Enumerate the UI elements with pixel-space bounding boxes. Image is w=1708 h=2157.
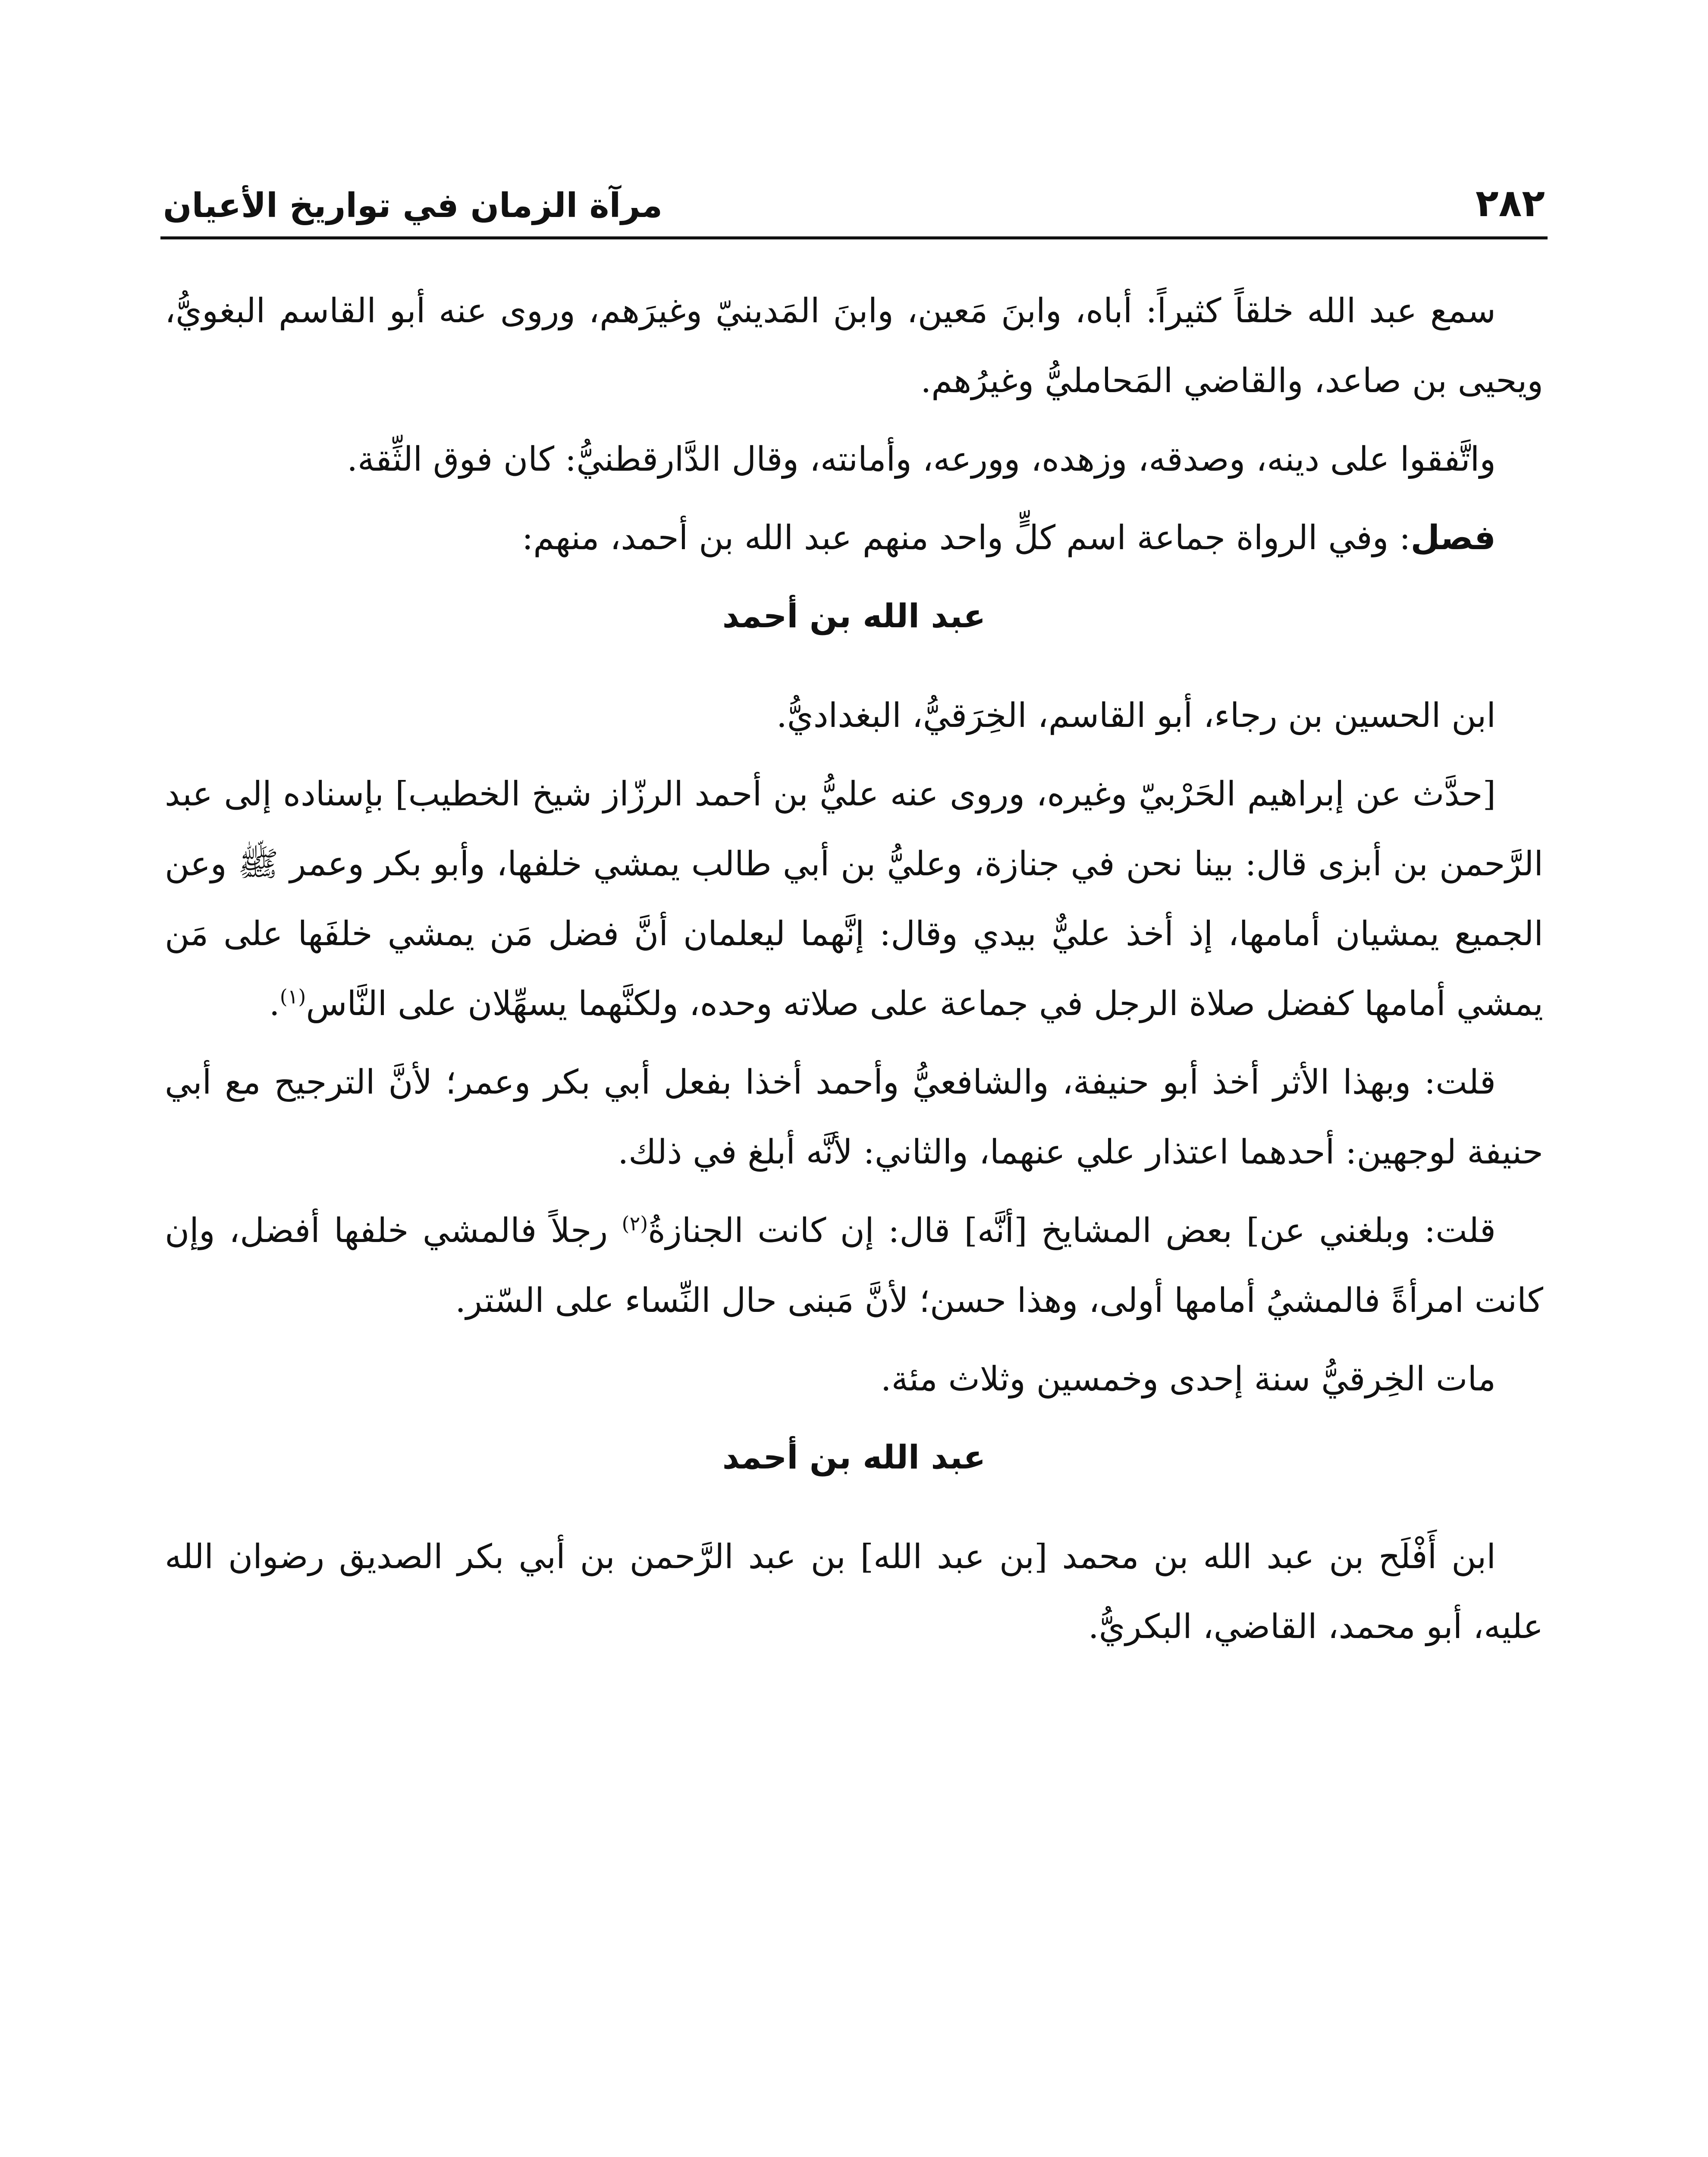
paragraph-7-start: قلت: وبلغني عن] بعض المشايخ [أنَّه] قال: إن كانت الجنازةُ — [648, 1211, 1496, 1250]
paragraph-7 — [165, 1196, 1543, 1336]
header-rule — [160, 236, 1548, 239]
entry-heading-2: عبد الله بن أحمد — [722, 1438, 986, 1476]
main-text — [165, 276, 1543, 1670]
footnote-ref-1: (١) — [279, 985, 306, 1008]
paragraph-2: واتَّفقوا على دينه، وصدقه، وزهده، وورعه، وأمانته، وقال الدَّارقطنيُّ: كان فوق الثِّقة. — [347, 440, 1496, 479]
footnote-ref-2: (٢) — [622, 1212, 648, 1235]
paragraph-5-end: . — [269, 984, 280, 1023]
paragraph-1: سمع عبد الله خلقاً كثيراً: أباه، وابنَ مَعين، وابنَ المَدينيّ وغيرَهم، وروى عنه أبو القاسم البغويُّ، ويحيى بن صاعد، والقاضي المَحامليُّ وغيرُهم. — [165, 292, 1543, 400]
paragraph-4: ابن الحسين بن رجاء، أبو القاسم، الخِرَقيُّ، البغداديُّ. — [776, 696, 1496, 735]
paragraph-5-text: [حدَّث عن إبراهيم الحَرْبيّ وغيره، وروى عنه عليُّ بن أحمد الرزّاز شيخ الخطيب] بإسناده إلى عبد الرَّحمن بن أبزى قال: بينا نحن في جنازة، وعليُّ بن أبي طالب يمشي خلفها، وأبو بكر وعمر ﷺ وعن الجميع يمشيان أمامها، إذ أخذ عليٌّ بيدي وقال: إنَّهما ليعلمان أنَّ فضل مَن يمشي خلفَها على مَن يمشي أمامها كفضل صلاة الرجل في جماعة على صلاته وحده، ولكنَّهما يسهِّلان على النَّاس — [165, 775, 1543, 1023]
running-header — [163, 160, 1545, 225]
entry-heading-1: عبد الله بن أحمد — [722, 597, 986, 635]
paragraph-9: ابن أَفْلَح بن عبد الله بن محمد [بن عبد الله] بن عبد الرَّحمن بن أبي بكر الصديق رضوان الله عليه، أبو محمد، القاضي، البكريُّ. — [165, 1538, 1543, 1646]
running-title: مرآة الزمان في تواريخ الأعيان — [163, 186, 663, 225]
paragraph-6: قلت: وبهذا الأثر أخذ أبو حنيفة، والشافعيُّ وأحمد أخذا بفعل أبي بكر وعمر؛ لأنَّ الترجيح مع أبي حنيفة لوجهين: أحدهما اعتذار علي عنهما، والثاني: لأنَّه أبلغ في ذلك. — [165, 1063, 1543, 1172]
section-label: فصل — [1410, 519, 1496, 557]
paragraph-8: مات الخِرقيُّ سنة إحدى وخمسين وثلاث مئة. — [880, 1360, 1496, 1399]
section-intro: : وفي الرواة جماعة اسم كلٍّ واحد منهم عبد الله بن أحمد، منهم: — [521, 519, 1411, 557]
paragraph-3 — [165, 503, 1543, 573]
paragraph-5 — [165, 759, 1543, 1039]
paragraph-7-rest: رجلاً فالمشي خلفها أفضل، وإن كانت امرأةً فالمشيُ أمامها أولى، وهذا حسن؛ لأنَّ مَبنى حال النِّساء على السّتر. — [165, 1211, 1543, 1320]
page-number: ٢٨٢ — [1475, 181, 1545, 225]
